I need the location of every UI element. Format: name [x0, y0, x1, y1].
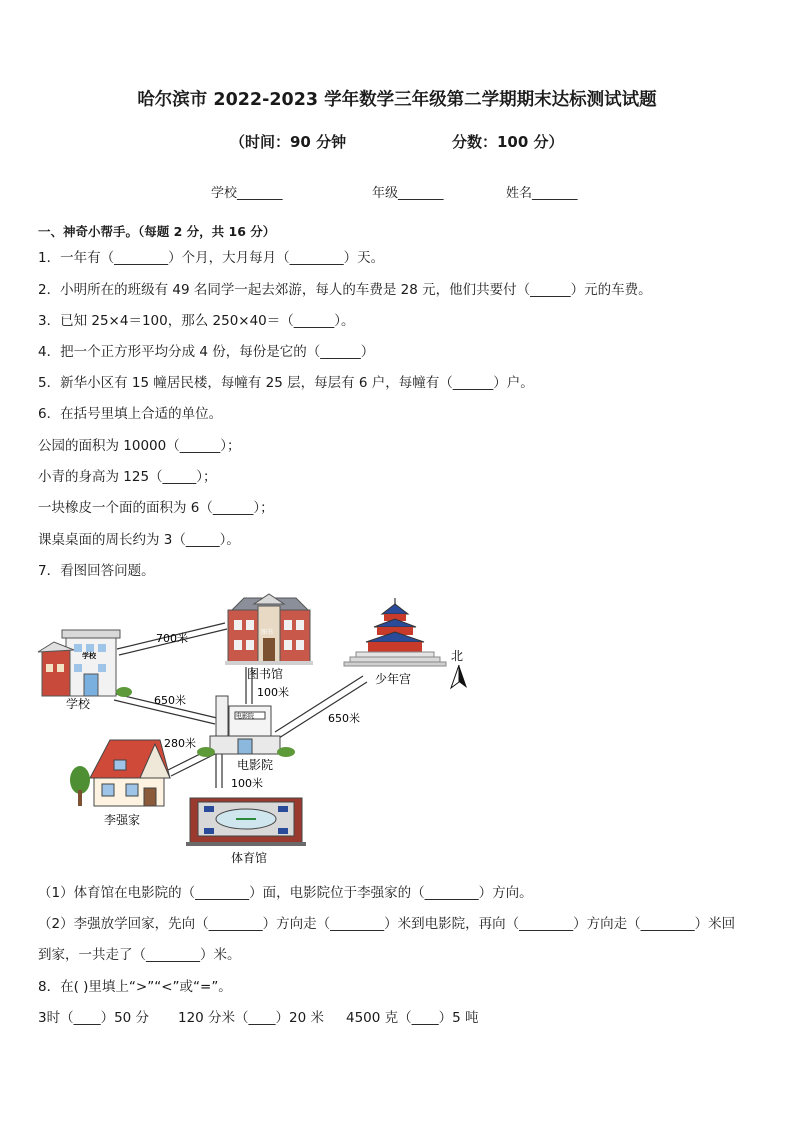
school-building-icon [38, 630, 132, 697]
question-6: 6．在括号里填上合适的单位。 [38, 406, 223, 422]
question-1: 1．一年有（________）个月，大月每月（________）天。 [38, 250, 385, 266]
dist-cinema-gym: 100米 [231, 777, 263, 790]
dist-cinema-youth: 650米 [328, 712, 360, 725]
question-8-a: 3时（____）50 分 [38, 1010, 150, 1026]
label-liqiang-home: 李强家 [104, 813, 141, 827]
exam-score: 分数：100 分） [452, 133, 564, 151]
question-5: 5．新华小区有 15 幢居民楼，每幢有 25 层，每层有 6 户，每幢有（______）户。 [38, 375, 534, 391]
dist-school-library: 700米 [156, 632, 188, 645]
question-6-d: 课桌桌面的周长约为 3（_____）。 [38, 532, 240, 548]
north-label: 北 [451, 649, 464, 663]
section-heading: 一、神奇小帮手。（每题 2 分，共 16 分） [38, 224, 276, 239]
library-sign: 图书 [261, 629, 274, 636]
exam-time: （时间：90 分钟 [230, 133, 347, 151]
gym-stadium-icon [186, 798, 306, 846]
school-field: 学校_______ [211, 186, 283, 201]
label-gym: 体育馆 [231, 851, 268, 865]
dist-school-cinema: 650米 [154, 694, 186, 707]
label-library: 图书馆 [247, 667, 284, 681]
question-2: 2．小明所在的班级有 49 名同学一起去郊游，每人的车费是 28 元，他们共要付（______）元的车费。 [38, 282, 652, 298]
cinema-building-icon [197, 696, 295, 757]
map-figure [30, 592, 490, 872]
cinema-sign: 电影院 [236, 713, 255, 720]
question-6-b: 小青的身高为 125（_____）； [38, 469, 217, 485]
name-field: 姓名_______ [506, 186, 578, 201]
youth-palace-temple-icon [344, 598, 446, 666]
north-arrow-icon [451, 665, 467, 688]
question-3: 3．已知 25×4＝100，那么 250×40＝（______）。 [38, 313, 355, 329]
question-8-c: 4500 克（____）5 吨 [346, 1010, 479, 1026]
school-sign: 学校 [82, 652, 96, 660]
question-7: 7．看图回答问题。 [38, 563, 155, 579]
label-cinema: 电影院 [237, 758, 274, 772]
library-building-icon [225, 594, 313, 665]
label-school: 学校 [66, 697, 91, 711]
home-house-icon [70, 740, 170, 806]
question-7-2-line2: 到家，一共走了（________）米。 [38, 947, 241, 963]
question-6-c: 一块橡皮一个面的面积为 6（______）； [38, 500, 274, 516]
grade-field: 年级_______ [372, 186, 444, 201]
question-6-a: 公园的面积为 10000（______）； [38, 438, 241, 454]
question-7-1: （1）体育馆在电影院的（________）面，电影院位于李强家的（________）方向。 [38, 885, 533, 901]
label-youth-palace: 少年宫 [375, 672, 412, 686]
page-title: 哈尔滨市 2022-2023 学年数学三年级第二学期期末达标测试试题 [137, 90, 657, 110]
question-8-b: 120 分米（____）20 米 [178, 1010, 325, 1026]
dist-home-cinema: 280米 [164, 737, 196, 750]
question-7-2-line1: （2）李强放学回家，先向（________）方向走（________）米到电影院，再向（________）方向走（________）米回 [38, 916, 736, 932]
question-4: 4．把一个正方形平均分成 4 份，每份是它的（______） [38, 344, 375, 360]
dist-library-cinema: 100米 [257, 686, 289, 699]
question-8: 8．在( )里填上“>”“<”或“=”。 [38, 979, 232, 995]
